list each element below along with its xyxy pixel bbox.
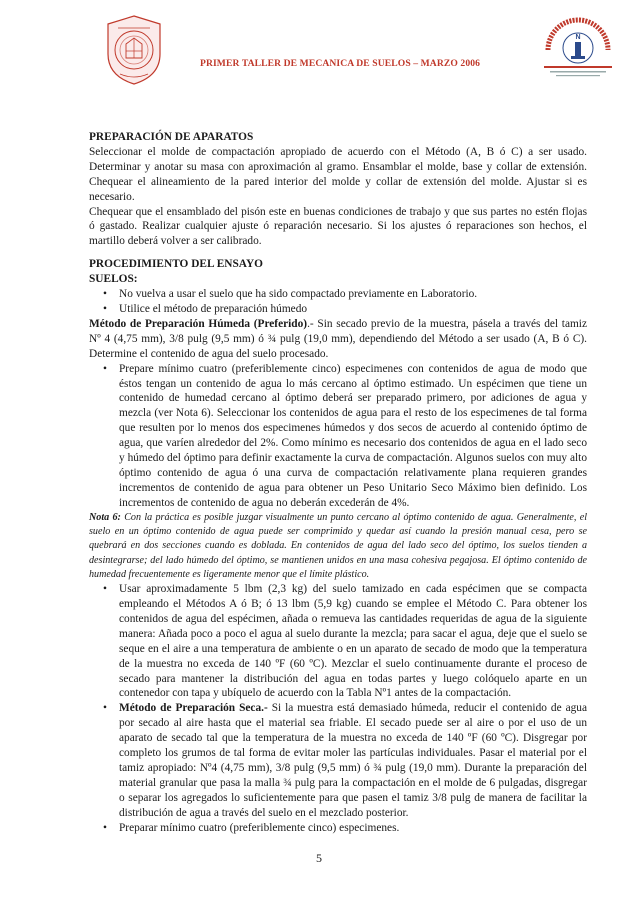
lab-logo-letter: N <box>575 34 581 41</box>
metodo-seco-text: Si la muestra está demasiado húmeda, reducir el contenido de agua por secado al aire hasta que el material sea friable. El secado puede ser al aire o por el uso de un aparato de secado tal que la temperatura de la muestra no exceda de 140 ºF (60 ºC). Disgregar por completo los grumos de tal forma de evitar moler las partículas individuales. Pasar el material por el tamiz apropiado: Nº4 (4,75 mm), 3/8 pulg (9,5 mm) ó ¾ pulg (19,0 mm). Durante la preparación del material granular que pasa la malla ¾ pulg para la compactación en el molde de 6 pulgadas, disgregar o separar los agregados lo suficientemente para que pasen el tamiz 3/8 pulg de manera de facilitar la distribución de agua a través del suelo en el mezclado posterior. <box>119 702 587 819</box>
bullet-item: • No vuelva a usar el suelo que ha sido compactado previamente en Laboratorio. <box>89 287 587 302</box>
paragraph-preparacion-1: Seleccionar el molde de compactación apropiado de acuerdo con el Método (A, B ó C) a ser usado. Determinar y anotar su masa con aproximación al gramo. Ensamblar el molde, base y collar de extensión. Chequear el alineamiento de la pared interior del molde y collar de extensión del molde. Ajustar si es necesario. <box>89 145 587 203</box>
metodo-seco-title: Método de Preparación Seca.- <box>119 702 268 715</box>
bullet-item: • Preparar mínimo cuatro (preferiblemente cinco) especimenes. <box>89 821 587 836</box>
page-header <box>0 0 638 110</box>
section-heading-procedimiento: PROCEDIMIENTO DEL ENSAYO <box>89 258 263 271</box>
page-number: 5 <box>316 851 322 865</box>
bullet-item: • Utilice el método de preparación húmedo <box>89 302 587 317</box>
bullet-item: • Prepare mínimo cuatro (preferiblemente cinco) especimenes con contenidos de agua de modo que éstos tengan un contenido de agua lo más cercano al óptimo estimado. Un espécimen que tiene un contenido de humedad cercano al óptimo deberá ser preparado primero, por adiciones de agua y mezcla (ver Nota 6). Seleccionar los contenidos de agua para el resto de los especimenes de tal forma que resulten por lo menos dos especimenes húmedos y dos secos de acuerdo al contenido óptimo de agua, que varíen alrededor del 2%. Como mínimo es necesario dos contenidos de agua en el lado seco y húmedo del óptimo para definir exactamente la curva de compactación. Algunos suelos con muy alto óptimo contenido de agua ó una curva de compactación relativamente plana requieren grandes incrementos de contenido de agua para obtener un Peso Unitario Seco Máximo bien definido. Los incrementos de contenido de agua no deberán excederán de 4%. <box>89 362 587 511</box>
metodo-humedo-text: .- Sin secado previo de la muestra, pásela a través del tamiz Nº 4 (4,75 mm), 3/8 pulg (9,5 mm) ó ¾ pulg (19,0 mm), dependiendo del Método a ser usado (A, B ó C). Determine el contenido de agua del suelo procesado. <box>89 317 587 360</box>
bullet-item: • Usar aproximadamente 5 lbm (2,3 kg) del suelo tamizado en cada espécimen que se compacta empleando el Métodos A ó B; ó 13 lbm (5,9 kg) cuando se emplee el Método C. Para obtener los contenidos de agua del espécimen, añada o remueva las cantidades requeridas de agua de la siguiente manera: Añada poco a poco el agua al suelo durante la mezcla; para sacar el agua, deje que el suelo se seque en el aire a una temperatura de ambiente o en un aparato de secado de modo que la temperatura de la muestra no exceda de 140 ºF (60 ºC). Mezclar el suelo continuamente durante el proceso de secado para mantener la distribución del agua en todas partes y luego colóquelo aparte en un contenedor con tapa y ubíquelo de acuerdo con la Tabla Nº1 antes de la compactación. <box>89 582 587 701</box>
document-body <box>89 130 587 836</box>
section-heading-preparacion: PREPARACIÓN DE APARATOS <box>89 131 254 143</box>
note-text: Con la práctica es posible juzgar visualmente un punto cercano al óptimo contenido de agua. Generalmente, el suelo en un óptimo contenido de agua puede ser comprimido y quedar así cuando la presión manual cesa, pero se quebrará en dos secciones cuando es doblada. En contenidos de agua del lado seco del óptimo, los suelos tienden a desintegrarse; del lado húmedo del óptimo, se mantienen unidos en una masa cohesiva pegajosa. El óptimo contenido de humedad frecuentemente es ligeramente menor que el límite plástico. <box>89 511 587 580</box>
bullet-item-metodo-seco <box>89 701 587 820</box>
paragraph-metodo-humedo <box>89 317 587 362</box>
note-6 <box>89 511 587 582</box>
subheading-suelos: SUELOS: <box>89 273 138 286</box>
metodo-humedo-title: Método de Preparación Húmeda (Preferido) <box>89 317 308 330</box>
note-label: Nota 6: <box>89 511 121 523</box>
header-title: PRIMER TALLER DE MECANICA DE SUELOS – MARZO 2006 <box>199 58 481 69</box>
laboratory-logo-icon <box>540 14 616 82</box>
university-seal-icon <box>104 14 164 86</box>
paragraph-preparacion-2: Chequear que el ensamblado del pisón este en buenas condiciones de trabajo y que sus partes no estén flojas ó gastado. Realizar cualquier ajuste ó reparación necesario. Si los ajustes ó reparaciones son hechos, el martillo deberá volver a ser calibrado. <box>89 205 587 248</box>
